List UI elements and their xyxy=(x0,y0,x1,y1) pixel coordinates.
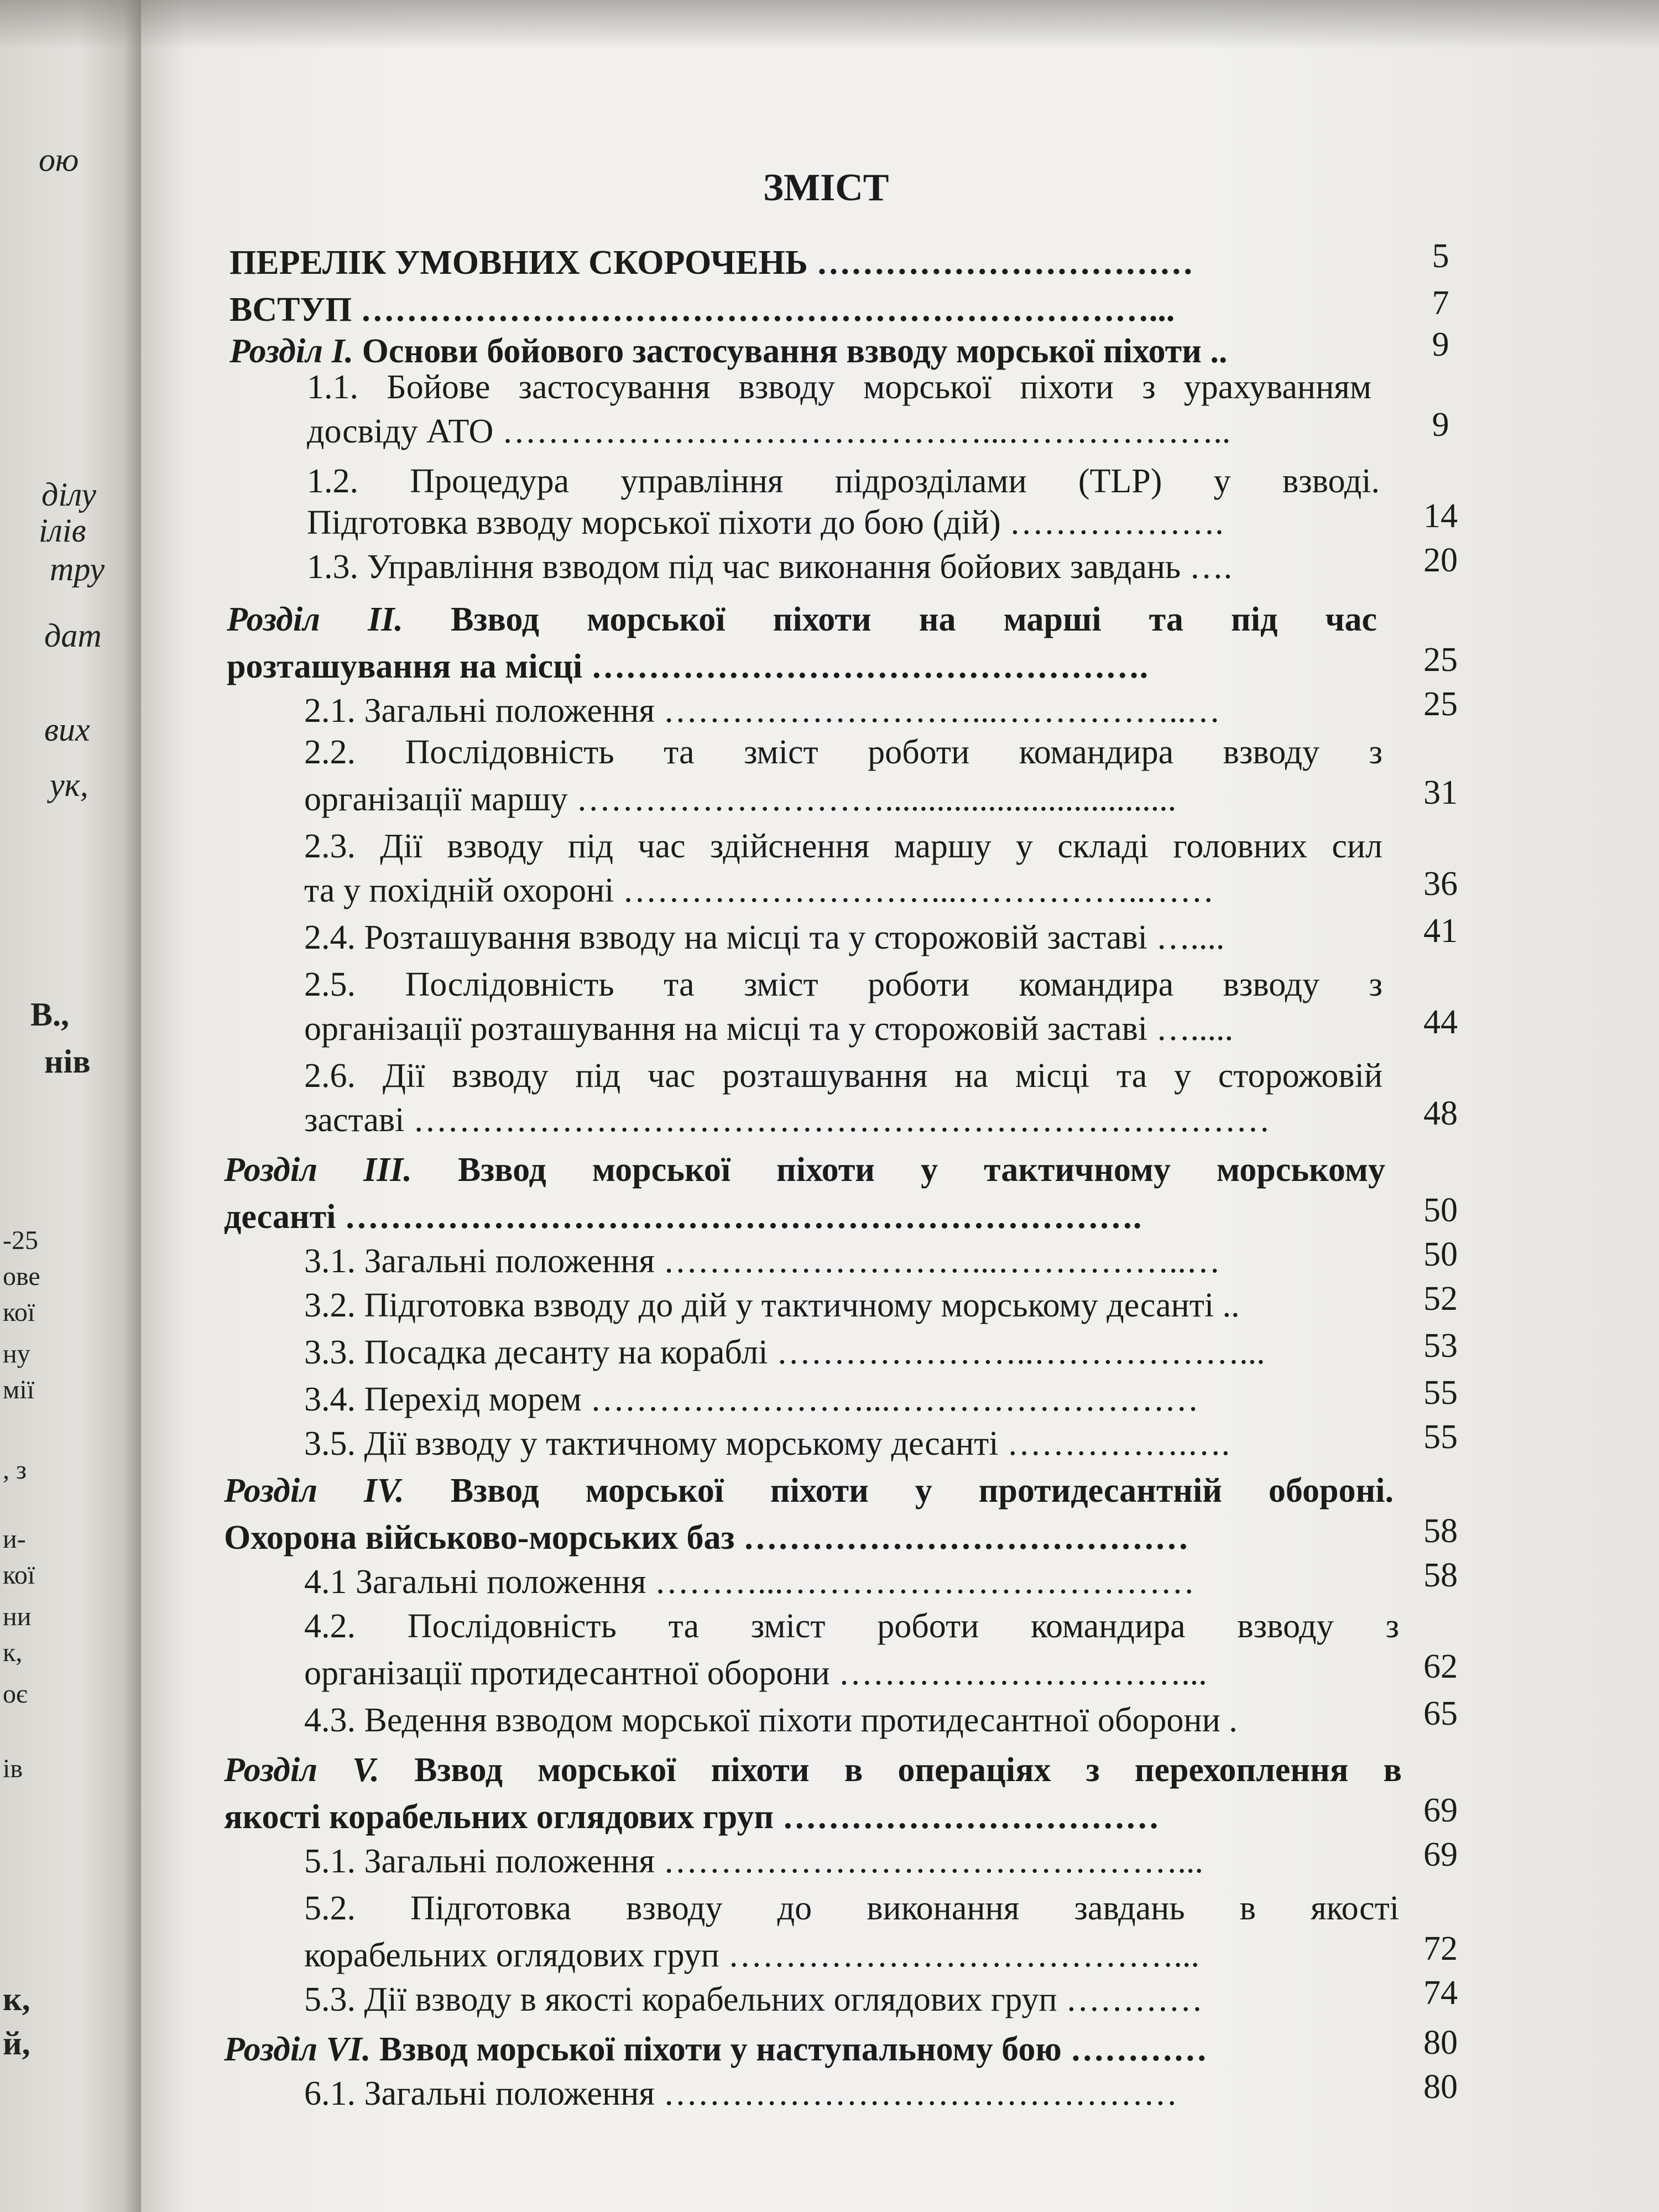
toc-entry-text: 5.3. Дії взводу в якості корабельних оглядових груп ………… xyxy=(304,1981,1203,2018)
toc-entry xyxy=(224,1748,1402,1792)
toc-page-number: 9 xyxy=(1432,326,1449,363)
left-fragment: мії xyxy=(3,1375,35,1404)
toc-entry-text: Основи бойового застосування взводу морської піхоти .. xyxy=(353,332,1228,370)
toc-entry xyxy=(304,1098,1383,1142)
toc-page-number: 5 xyxy=(1432,237,1449,275)
left-page xyxy=(0,0,141,2212)
toc-entry xyxy=(304,1977,1377,2022)
toc-page-number: 80 xyxy=(1423,2068,1458,2106)
toc-entry xyxy=(304,1698,1394,1742)
toc-entry xyxy=(304,1054,1383,1098)
toc-entry xyxy=(224,1148,1385,1192)
toc-entry-text: 5.2. Підготовка взводу до виконання завдань в якості xyxy=(304,1890,1399,1927)
toc-entry-text: досвіду АТО ……………………………………...……………….. xyxy=(307,413,1231,450)
toc-entry xyxy=(304,1283,1394,1328)
left-fragment: ів xyxy=(3,1754,23,1783)
toc-page-number: 25 xyxy=(1423,685,1458,723)
left-fragment: ну xyxy=(3,1339,30,1368)
toc-entry-text: 4.3. Ведення взводом морської піхоти протидесантної оборони . xyxy=(304,1701,1238,1739)
toc-entry-text: 6.1. Загальні положення ……………………………………… xyxy=(304,2075,1178,2112)
toc-entry xyxy=(304,689,1355,733)
toc-entry-text: Взвод морської піхоти у наступальному бою ………… xyxy=(371,2031,1208,2068)
left-fragment: нів xyxy=(44,1043,91,1080)
toc-page-number: 55 xyxy=(1423,1374,1458,1412)
toc-entry-text: Охорона військово-морських баз ………………………………… xyxy=(224,1519,1189,1557)
toc-page-number: 69 xyxy=(1423,1792,1458,1829)
toc-entry-text: Взвод морської піхоти у тактичному морському xyxy=(411,1151,1385,1189)
toc-entry xyxy=(229,241,1335,285)
toc-entry xyxy=(304,1330,1383,1375)
toc-entry-text: 4.2. Послідовність та зміст роботи командира взводу з xyxy=(304,1607,1399,1645)
toc-entry xyxy=(304,777,1383,821)
toc-page-number: 58 xyxy=(1423,1557,1458,1594)
toc-entry xyxy=(304,730,1383,774)
toc-entry-text: ВСТУП ……………………………………………………………... xyxy=(229,291,1175,329)
left-fragment: ук, xyxy=(50,767,88,803)
toc-entry xyxy=(304,868,1383,913)
toc-entry-text: 3.5. Дії взводу у тактичному морському десанті …………….…. xyxy=(304,1425,1230,1462)
toc-entry-text: корабельних оглядових груп …………………………………... xyxy=(304,1937,1199,1974)
toc-entry-text: організації розташування на місці та у сторожовій заставі …..... xyxy=(304,1010,1234,1048)
toc-entry-text: 5.1. Загальні положення ………………………………………... xyxy=(304,1843,1203,1880)
toc-entry xyxy=(304,2072,1394,2116)
left-fragment: ділу xyxy=(41,476,97,513)
section-label: Розділ ІV. xyxy=(224,1472,404,1510)
toc-page-number: 50 xyxy=(1423,1191,1458,1229)
toc-entry xyxy=(224,1469,1394,1513)
left-fragment: кої xyxy=(3,1560,35,1590)
toc-entry-text: 1.2. Процедура управління підрозділами (TLP) у взводі. xyxy=(307,462,1380,500)
toc-page-number: 80 xyxy=(1423,2024,1458,2062)
toc-entry-text: Взвод морської піхоти у протидесантній обороні. xyxy=(404,1472,1394,1510)
left-fragment: ілів xyxy=(39,512,86,549)
toc-entry xyxy=(307,409,1358,454)
toc-entry-text: Взвод морської піхоти на марші та під час xyxy=(403,601,1377,638)
toc-entry-text: ПЕРЕЛІК УМОВНИХ СКОРОЧЕНЬ …………………………… xyxy=(229,244,1194,282)
toc-page-number: 31 xyxy=(1423,774,1458,811)
toc-entry xyxy=(304,1007,1383,1051)
toc-entry xyxy=(224,2027,1374,2072)
toc-entry-text: 1.3. Управління взводом під час виконання бойових завдань …. xyxy=(307,548,1233,586)
toc-entry-text: організації протидесантної оборони …………………………... xyxy=(304,1654,1207,1692)
toc-entry xyxy=(304,962,1383,1007)
toc-entry xyxy=(304,1560,1388,1604)
toc-entry-text: 2.1. Загальні положення ………………………...……………..… xyxy=(304,692,1220,730)
toc-entry-text: якості корабельних оглядових груп …………………………… xyxy=(224,1798,1160,1836)
toc-page-number: 9 xyxy=(1432,406,1449,444)
toc-entry xyxy=(304,1933,1399,1977)
section-label: Розділ І. xyxy=(229,332,354,370)
toc-page-number: 53 xyxy=(1423,1327,1458,1365)
left-fragment: ою xyxy=(39,142,79,178)
toc-page-number: 44 xyxy=(1423,1003,1458,1041)
toc-entry xyxy=(307,459,1380,503)
toc-entry-text: розташування на місці …………………………………………. xyxy=(227,648,1149,685)
toc-page-number: 36 xyxy=(1423,865,1458,903)
toc-entry-text: 3.3. Посадка десанту на кораблі …………………..………………... xyxy=(304,1334,1265,1371)
section-label: Розділ VІ. xyxy=(224,2031,371,2068)
toc-entry-text: 2.6. Дії взводу під час розташування на місці та у сторожовій xyxy=(304,1057,1383,1095)
toc-entry xyxy=(304,1604,1399,1648)
toc-entry xyxy=(307,545,1369,589)
left-fragment: дат xyxy=(44,617,102,654)
toc-entry xyxy=(304,1422,1377,1466)
left-fragment: к, xyxy=(3,1638,23,1667)
toc-entry-text: десанті ……………………………………………………………. xyxy=(224,1198,1142,1236)
toc-entry-text: 2.5. Послідовність та зміст роботи командира взводу з xyxy=(304,966,1383,1003)
toc-page-number: 20 xyxy=(1423,542,1458,579)
toc-entry xyxy=(304,824,1383,868)
left-fragment: В., xyxy=(30,996,70,1033)
toc-entry-text: 3.1. Загальні положення ………………………...……………..… xyxy=(304,1242,1220,1280)
toc-entry xyxy=(307,501,1363,545)
toc-entry-text: заставі ………………………………………………………………… xyxy=(304,1101,1270,1139)
toc-page-number: 52 xyxy=(1423,1280,1458,1318)
toc-entry xyxy=(307,365,1371,409)
toc-entry xyxy=(227,644,1366,689)
toc-page-number: 7 xyxy=(1432,284,1449,322)
left-fragment: ове xyxy=(3,1262,40,1291)
toc-page-number: 69 xyxy=(1423,1836,1458,1873)
toc-entry xyxy=(304,1239,1383,1283)
left-fragment: вих xyxy=(44,711,90,748)
toc-entry-text: 2.4. Розташування взводу на місці та у сторожовій заставі ….... xyxy=(304,919,1225,956)
toc-entry-text: 2.3. Дії взводу під час здійснення маршу у складі головних сил xyxy=(304,827,1383,865)
toc-entry-text: 1.1. Бойове застосування взводу морської піхоти з урахуванням xyxy=(307,368,1371,406)
toc-entry xyxy=(304,1886,1399,1930)
toc-page-number: 74 xyxy=(1423,1974,1458,2012)
toc-page-number: 72 xyxy=(1423,1930,1458,1968)
left-fragment: й, xyxy=(3,2025,30,2062)
left-fragment: оє xyxy=(3,1679,28,1709)
toc-entry xyxy=(227,597,1377,642)
toc-page-number: 65 xyxy=(1423,1695,1458,1732)
toc-page-number: 41 xyxy=(1423,912,1458,950)
toc-page-number: 14 xyxy=(1423,497,1458,535)
section-label: Розділ V. xyxy=(224,1751,379,1789)
left-fragment: ни xyxy=(3,1602,32,1631)
toc-entry-text: організації маршу ……………………….................................. xyxy=(304,780,1177,818)
left-fragment: , з xyxy=(3,1455,27,1485)
toc-entry-text: 3.4. Перехід морем ……………………...……………………… xyxy=(304,1381,1199,1418)
section-label: Розділ ІІІ. xyxy=(224,1151,412,1189)
toc-entry xyxy=(229,288,1363,332)
toc-title: ЗМІСТ xyxy=(763,166,889,209)
toc-page-number: 55 xyxy=(1423,1418,1458,1456)
toc-entry-text: 3.2. Підготовка взводу до дій у тактичному морському десанті .. xyxy=(304,1287,1240,1324)
toc-entry xyxy=(224,1516,1391,1560)
toc-entry xyxy=(304,1839,1399,1883)
left-fragment: кої xyxy=(3,1298,35,1327)
toc-entry-text: 2.2. Послідовність та зміст роботи командира взводу з xyxy=(304,733,1383,771)
toc-page-number: 62 xyxy=(1423,1648,1458,1685)
left-fragment: и- xyxy=(3,1524,26,1554)
left-fragment: тру xyxy=(50,551,105,587)
toc-page-number: 25 xyxy=(1423,641,1458,679)
toc-entry xyxy=(304,1377,1383,1422)
toc-entry xyxy=(304,1651,1388,1695)
toc-entry-text: 4.1 Загальні положення ………...……………………………… xyxy=(304,1563,1195,1601)
left-fragment: к, xyxy=(3,1981,30,2017)
toc-page-number: 58 xyxy=(1423,1512,1458,1550)
toc-entry xyxy=(304,915,1366,960)
toc-entry xyxy=(224,1195,1374,1239)
toc-entry-text: Взвод морської піхоти в операціях з перехоплення в xyxy=(379,1751,1402,1789)
toc-entry-text: Підготовка взводу морської піхоти до бою (дій) ………………. xyxy=(307,504,1224,542)
left-fragment: -25 xyxy=(3,1226,38,1255)
toc-page-number: 48 xyxy=(1423,1095,1458,1132)
toc-entry-text: та у похідній охороні ………………………...……………..…… xyxy=(304,872,1214,909)
section-label: Розділ ІІ. xyxy=(227,601,403,638)
toc-entry xyxy=(224,1795,1391,1839)
toc-page-number: 50 xyxy=(1423,1236,1458,1273)
